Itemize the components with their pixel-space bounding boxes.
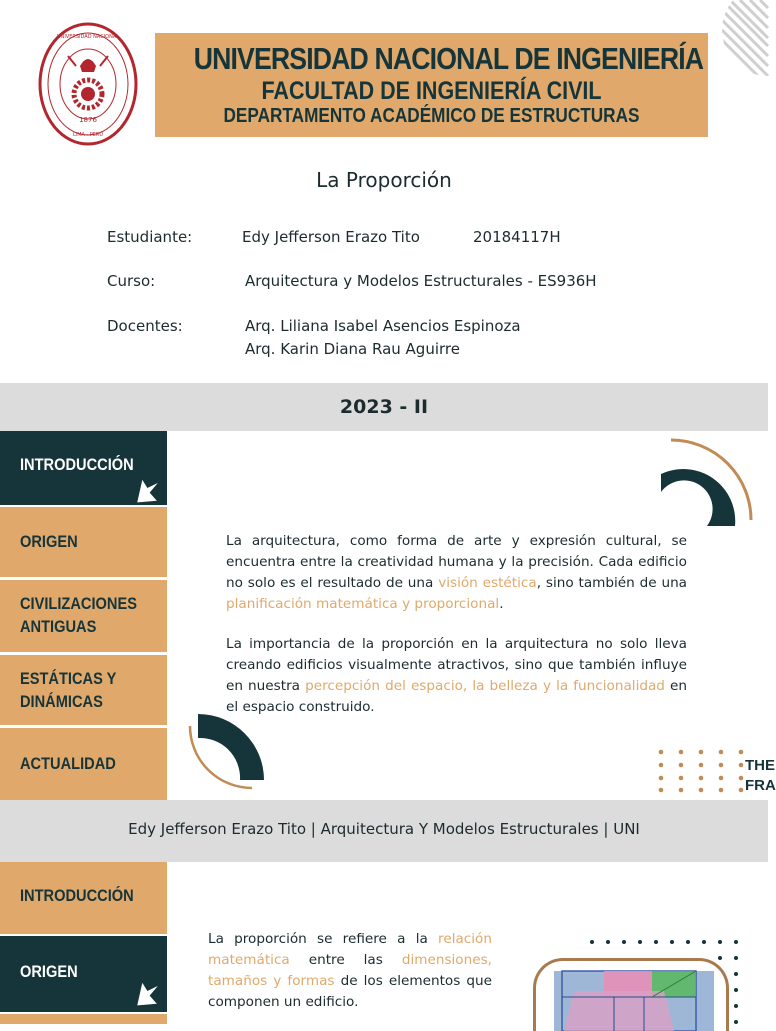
university-name: UNIVERSIDAD NACIONAL DE INGENIERÍA xyxy=(193,41,704,76)
faculty-name: FACULTAD DE INGENIERÍA CIVIL xyxy=(261,77,602,105)
student-label: Estudiante: xyxy=(107,228,193,246)
intro-paragraph-2: La importancia de la proporción en la arquitectura no solo lleva creando edificios visualmente atractivos, sino que también influye en nuestra percepción del espacio, la belleza y la funcionalidad en el espacio construido. xyxy=(226,636,688,715)
nav-civilizaciones-antiguas[interactable] xyxy=(0,580,167,652)
university-seal-logo xyxy=(38,22,138,146)
document-title: La Proporción xyxy=(316,168,452,192)
nav-next-item[interactable] xyxy=(0,1014,167,1024)
nav-label: ORIGEN xyxy=(20,962,78,981)
cut-off-side-text: THE FRA xyxy=(745,757,776,794)
nav-label: CIVILIZACIONES xyxy=(20,594,137,613)
teachers-label: Docentes: xyxy=(107,317,183,335)
decorative-stripes xyxy=(722,0,768,84)
nav-introduccion[interactable] xyxy=(0,862,167,934)
department-name: DEPARTAMENTO ACADÉMICO DE ESTRUCTURAS xyxy=(223,105,640,127)
nav-label: ACTUALIDAD xyxy=(20,754,116,773)
nav-origen[interactable] xyxy=(0,507,167,577)
footer-text: Edy Jefferson Erazo Tito | Arquitectura Y Modelos Estructurales | UNI xyxy=(128,820,640,838)
teacher-2: Arq. Karin Diana Rau Aguirre xyxy=(245,340,460,358)
header-title-box xyxy=(155,33,708,137)
nav-origen[interactable] xyxy=(0,936,167,1012)
nav-label: DINÁMICAS xyxy=(20,692,103,711)
decorative-dot-grid xyxy=(657,748,743,792)
nav-label: ESTÁTICAS Y xyxy=(20,669,117,688)
period-band xyxy=(0,383,768,431)
nav-label: INTRODUCCIÓN xyxy=(20,886,134,905)
nav-label: ORIGEN xyxy=(20,532,78,551)
nav-label: INTRODUCCIÓN xyxy=(20,455,134,474)
nav-estaticas-dinamicas[interactable] xyxy=(0,655,167,725)
building-proportion-diagram-image xyxy=(554,971,714,1031)
svg-text:1876: 1876 xyxy=(79,116,97,124)
svg-text:LIMA · PERÚ: LIMA · PERÚ xyxy=(72,132,104,138)
course-label: Curso: xyxy=(107,272,156,290)
decorative-arc-shape xyxy=(188,712,268,790)
student-code: 20184117H xyxy=(473,228,561,246)
course-name: Arquitectura y Modelos Estructurales - ES936H xyxy=(245,272,597,290)
teacher-1: Arq. Liliana Isabel Asencios Espinoza xyxy=(245,317,521,335)
building-diagram-frame xyxy=(533,958,729,1031)
nav-introduccion[interactable] xyxy=(0,431,167,505)
footer-band xyxy=(0,800,768,862)
nav-label: ANTIGUAS xyxy=(20,617,97,636)
decorative-arc-shape xyxy=(655,434,759,528)
student-name: Edy Jefferson Erazo Tito xyxy=(242,228,420,246)
cursor-pointer-icon xyxy=(130,974,166,1008)
svg-text:UNIVERSIDAD NACIONAL: UNIVERSIDAD NACIONAL xyxy=(56,34,120,40)
nav-actualidad[interactable] xyxy=(0,728,167,800)
academic-period: 2023 - II xyxy=(339,396,429,418)
cursor-pointer-icon xyxy=(130,471,166,505)
definition-paragraph: La proporción se refiere a la relación matemática entre las dimensiones, tamaños y formas de los elementos que componen un edificio. xyxy=(208,931,493,1010)
intro-paragraph-1: La arquitectura, como forma de arte y expresión cultural, se encuentra entre la creatividad humana y la precisión. Cada edificio no solo es el resultado de una visión estética, sino también de una planificación matemática y proporcional. xyxy=(226,533,688,612)
